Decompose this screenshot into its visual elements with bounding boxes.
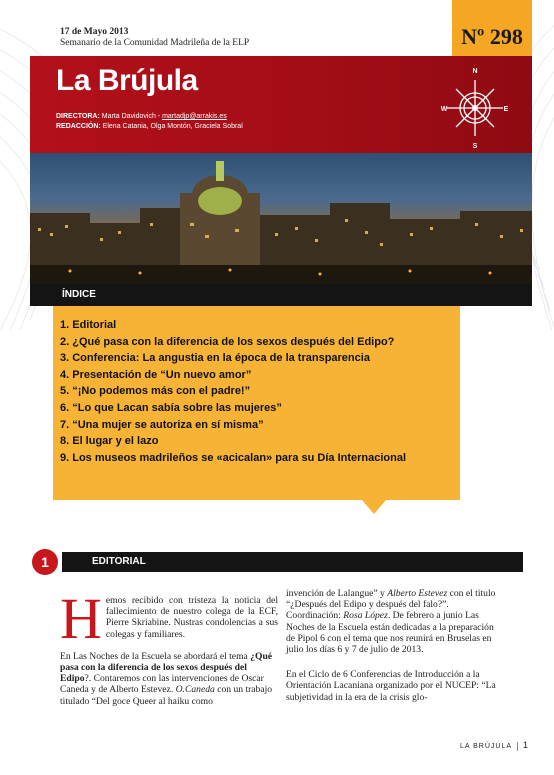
article-column-right — [286, 588, 504, 714]
page-footer — [460, 740, 528, 751]
redaccion-names: Elena Catania, Olga Montón, Graciela Sobral — [100, 122, 243, 130]
article-column-left — [60, 586, 278, 718]
compass-letter-s: S — [472, 143, 478, 150]
section-header-bar — [62, 552, 523, 572]
redaccion-label: REDACCIÓN: — [56, 122, 101, 130]
article-paragraph: Hemos recibido con tristeza la noticia del fallecimiento de nuestro colega de la ECF, Pierre Skriabine. Nustras condolencias a sus colegas y familiares. — [60, 586, 278, 651]
section-number-badge: 1 — [32, 549, 58, 575]
city-night-photo — [30, 153, 532, 284]
compass-letter-e: E — [503, 106, 509, 113]
page-number: 1 — [523, 740, 529, 750]
toc-item[interactable]: 9. Los museos madrileños se «acicalan» para su Día Internacional — [60, 451, 407, 464]
toc-item[interactable]: 5. “¡No podemos más con el padre!” — [60, 385, 251, 398]
toc-item[interactable]: 6. “Lo que Lacan sabía sobre las mujeres” — [60, 401, 282, 414]
table-of-contents — [60, 317, 406, 466]
article-paragraph: En el Ciclo de 6 Conferencias de Introducción a la Orientación Lacaniana organizado por el NUCEP: “La subjetividad in la era de la crisis glo- — [286, 669, 496, 703]
compass-letter-n: N — [472, 68, 478, 75]
toc-item[interactable]: 3. Conferencia: La angustia en la época de la transparencia — [60, 352, 370, 365]
brand-title: La Brújula — [56, 64, 198, 97]
index-header-bar — [30, 284, 532, 306]
index-pointer — [362, 500, 386, 514]
toc-item[interactable]: 1. Editorial — [60, 319, 117, 331]
toc-item[interactable]: 7. “Una mujer se autoriza en sí misma” — [60, 418, 264, 431]
index-box — [53, 306, 460, 500]
compass-letter-w: W — [440, 106, 448, 113]
directora-label: DIRECTORA: — [56, 113, 100, 120]
directora-email-link[interactable]: martadjp@arrakis.es — [162, 113, 227, 120]
issue-number: Nº 298 — [461, 24, 523, 49]
article-paragraph: En Las Noches de la Escuela se abordará el tema ¿Qué pasa con la diferencia de los sexos después del Edipo?. Contaremos con las intervenciones de Oscar Caneda y de Alberto Estevez. O.Caneda con un trabajo titulado “Del goce Queer al haiku como — [60, 650, 273, 707]
toc-item[interactable]: 2. ¿Qué pasa con la diferencia de los sexos después del Edipo? — [60, 335, 395, 348]
compass-icon — [442, 60, 508, 150]
issue-date: 17 de Mayo 2013 — [60, 27, 129, 37]
drop-cap: H — [60, 586, 102, 651]
directora-name: Marta Davidovich - — [99, 113, 163, 120]
footer-label: LA BRÚJULA — [460, 743, 513, 750]
index-title: ÍNDICE — [62, 289, 96, 300]
masthead-banner — [30, 56, 532, 153]
toc-item[interactable]: 8. El lugar y el lazo — [60, 435, 159, 448]
publication-subtitle: Semanario de la Comunidad Madrileña de la ELP — [60, 38, 250, 48]
footer-separator — [517, 742, 518, 751]
credits — [56, 112, 243, 131]
section-title: EDITORIAL — [92, 556, 146, 567]
article-paragraph: invención de Lalangue” y Alberto Estevez con el titulo “¿Después del Edipo y después del falo?”. Coordinación: Rosa López. De febrero a junio Las Noches de la Escuela están dedicadas a la preparación de Pipol 6 con el tema que nos reunirá en Bruselas en julio los días 6 y 7 de julio de 2013. — [286, 588, 496, 656]
toc-item[interactable]: 4. Presentación de “Un nuevo amor” — [60, 368, 252, 381]
issue-number-tab — [452, 0, 532, 60]
